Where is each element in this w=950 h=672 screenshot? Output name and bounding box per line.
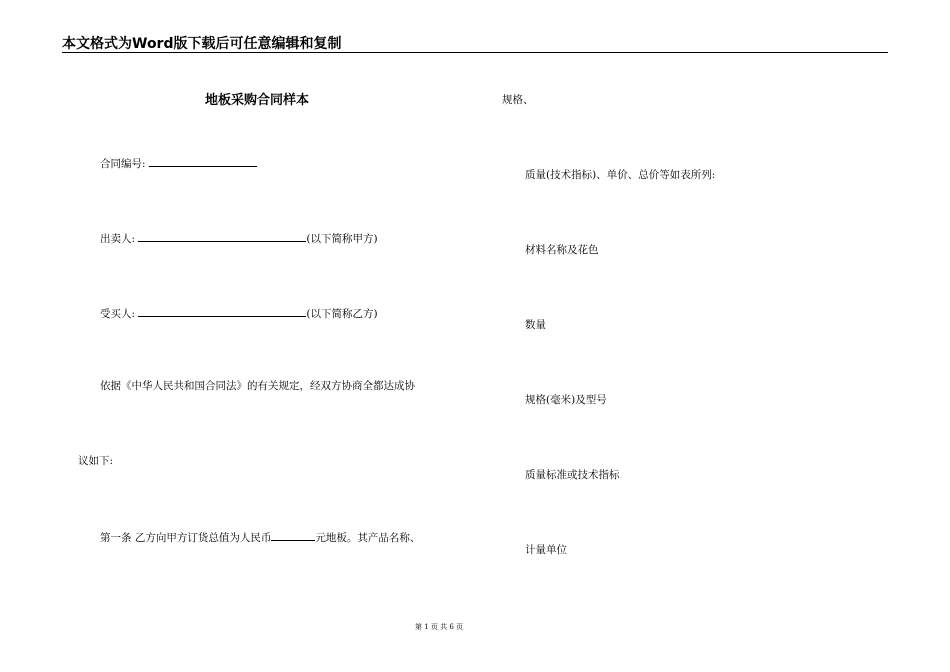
right-line-4: 数量: [525, 319, 546, 331]
article-one-prefix: 第一条 乙方向甲方订货总值为人民币: [100, 532, 272, 544]
document-header: 本文格式为Word版下载后可任意编辑和复制: [62, 36, 342, 52]
article-one-suffix: 元地板。其产品名称、: [315, 532, 421, 544]
amount-blank: [271, 529, 315, 541]
header-divider: [62, 52, 888, 53]
contract-number-blank: [149, 155, 257, 167]
right-line-3: 材料名称及花色: [525, 244, 599, 256]
basis-paragraph-line1: 依据《中华人民共和国合同法》的有关规定，经双方协商全都达成协: [100, 380, 415, 392]
right-line-7: 计量单位: [525, 544, 567, 556]
page-number-footer: 第 1 页 共 6 页: [414, 623, 464, 631]
right-line-1: 规格、: [502, 94, 534, 106]
right-line-6: 质量标准或技术指标: [525, 469, 620, 481]
seller-blank: [138, 230, 306, 242]
right-line-5: 规格(毫米)及型号: [525, 394, 607, 406]
buyer-line: [100, 305, 378, 321]
document-title: 地板采购合同样本: [205, 93, 310, 108]
seller-label: 出卖人:: [100, 233, 136, 245]
article-one-line: [100, 529, 420, 545]
basis-paragraph-line2: 议如下:: [78, 455, 114, 467]
seller-suffix: (以下简称甲方): [306, 233, 378, 245]
contract-number-label: 合同编号:: [100, 158, 146, 170]
buyer-blank: [138, 305, 306, 317]
buyer-suffix: (以下简称乙方): [306, 308, 378, 320]
buyer-label: 受买人:: [100, 308, 136, 320]
seller-line: [100, 230, 378, 246]
contract-number-line: [100, 155, 257, 171]
right-line-2: 质量(技术指标)、单价、总价等如表所列:: [525, 169, 716, 181]
